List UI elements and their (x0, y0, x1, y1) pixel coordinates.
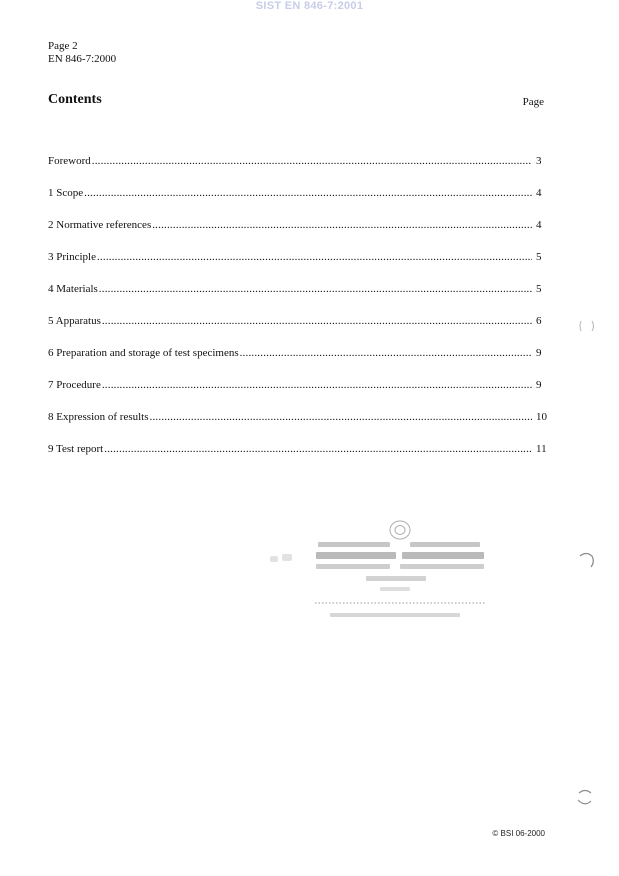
scan-mark-icon (577, 318, 597, 334)
library-stamp-icon (270, 518, 495, 623)
toc-entry[interactable] (48, 411, 548, 443)
toc-entry[interactable] (48, 379, 548, 411)
scan-mark-icon (575, 550, 597, 572)
toc-entry-title: 3 Principle (48, 251, 96, 263)
toc-entry-page: 4 (536, 219, 542, 231)
dot-leader (150, 411, 532, 424)
toc-entry[interactable] (48, 347, 548, 379)
copyright-footer: © BSI 06-2000 (492, 829, 545, 838)
toc-entry-title: 4 Materials (48, 283, 98, 295)
page-number: Page 2 (48, 40, 78, 52)
toc-entry[interactable] (48, 155, 548, 187)
toc-entry-page: 6 (536, 315, 542, 327)
toc-entry[interactable] (48, 443, 548, 475)
toc-entry-page: 4 (536, 187, 542, 199)
toc-entry-title: Foreword (48, 155, 91, 167)
dot-leader (102, 379, 532, 392)
toc-entry[interactable] (48, 187, 548, 219)
dot-leader (99, 283, 532, 296)
toc-entry-page: 11 (536, 443, 547, 455)
toc-entry-page: 9 (536, 379, 542, 391)
toc-entry-title: 7 Procedure (48, 379, 101, 391)
toc-entry-page: 5 (536, 283, 542, 295)
toc-entry-page: 5 (536, 251, 542, 263)
toc-entry-title: 5 Apparatus (48, 315, 101, 327)
dot-leader (102, 315, 532, 328)
toc-entry[interactable] (48, 219, 548, 251)
dot-leader (104, 443, 532, 456)
toc-entry-page: 3 (536, 155, 542, 167)
toc-entry-page: 10 (536, 411, 547, 423)
toc-entry[interactable] (48, 315, 548, 347)
page-header (48, 40, 116, 65)
toc-entry-page: 9 (536, 347, 542, 359)
watermark: SIST EN 846-7:2001 (255, 0, 364, 12)
dot-leader (152, 219, 532, 232)
toc-entry-title: 8 Expression of results (48, 411, 149, 423)
dot-leader (92, 155, 532, 168)
toc-entry-title: 1 Scope (48, 187, 84, 199)
dot-leader (84, 187, 532, 200)
toc-entry-title: 2 Normative references (48, 219, 152, 231)
toc-entry-title: 9 Test report (48, 443, 104, 455)
dot-leader (97, 251, 532, 264)
dot-leader (240, 347, 532, 360)
toc-entry-title: 6 Preparation and storage of test specimens (48, 347, 239, 359)
scan-mark-icon (574, 786, 596, 808)
toc-entry[interactable] (48, 251, 548, 283)
contents-title: Contents (48, 92, 102, 107)
toc-entry[interactable] (48, 283, 548, 315)
page-column-label: Page (522, 96, 544, 108)
table-of-contents (48, 155, 548, 475)
standard-id: EN 846-7:2000 (48, 52, 117, 65)
